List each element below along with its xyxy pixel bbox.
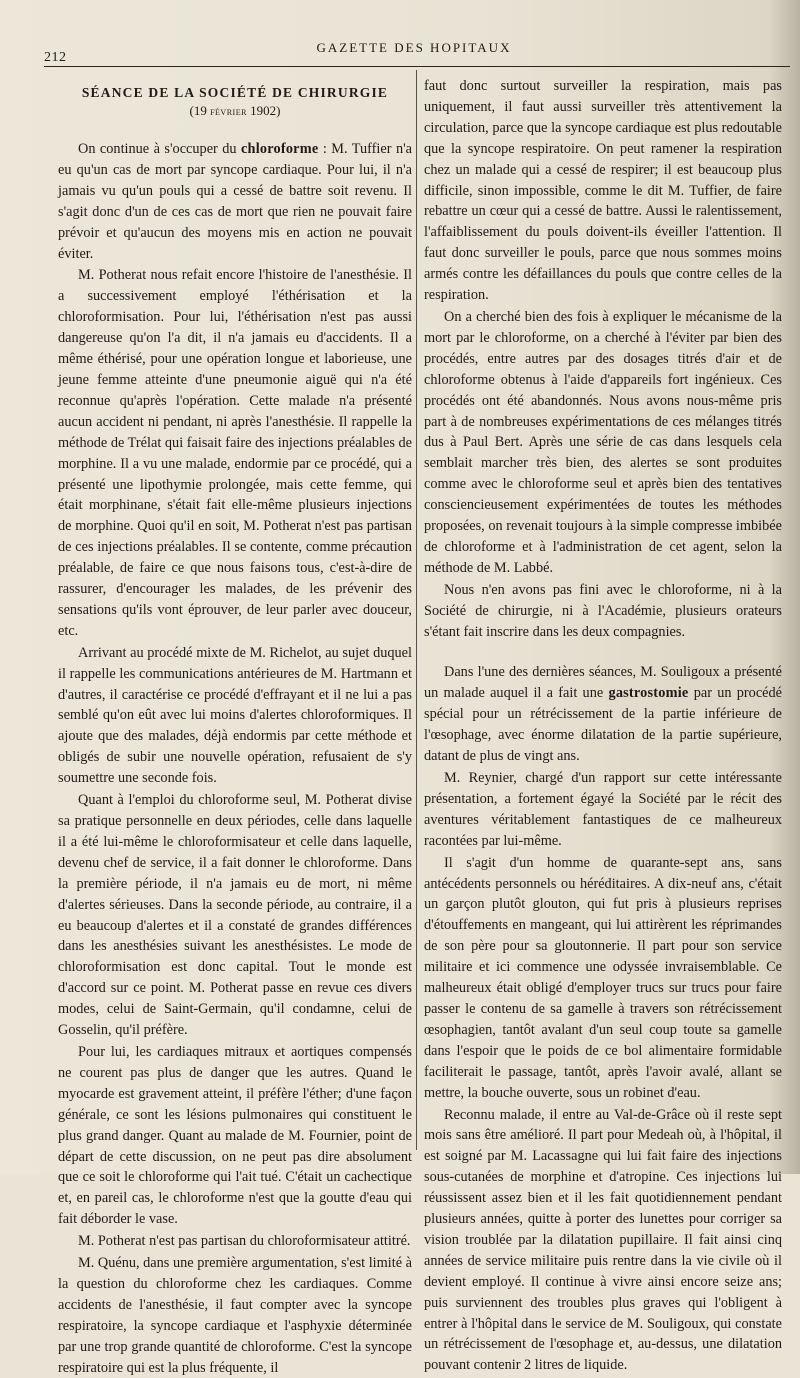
paragraph: Reconnu malade, il entre au Val-de-Grâce où il reste sept mois sans être amélioré. Il part pour Medeah où, à l'hôpital, il est soigné par M. Lacassagne qui lui fait faire des injections sous-cutanées de morphine et d'atropine. Ces injections lui réussissent assez bien et il les fait quotidiennement pendant plusieurs années, quitte à porter des lunettes pour corriger sa vision troublée par la dilatation pupillaire. Il fait ainsi cinq années de service militaire puis rentre dans la vie civile où il devient employé. Il continue à vivre ainsi encore seize ans; puis surviennent des troubles plus graves qui l'obligent à entrer à l'hôpital dans le service de M. Souligoux, qui constate un rétrécissement de l'œsophage et, au-dessus, une dilatation pouvant contenir 2 litres de liquide.	[424, 1106, 782, 1374]
page-header	[44, 40, 784, 66]
right-column	[424, 76, 783, 1374]
header-rule	[44, 66, 790, 67]
paragraph: M. Potherat n'est pas partisan du chloroformisateur attitré.	[78, 1233, 411, 1250]
paragraph: Quant à l'emploi du chloroforme seul, M. Potherat divise sa pratique personnelle en deux périodes, celle dans laquelle il a été lui-même le chloroformisateur et celle dans laquelle, devenu chef de service, il a fait donner le chloroforme. Dans la première période, il n'a jamais eu de mort, ni même d'alertes sérieuses. Dans la seconde période, au contraire, il a eu beaucoup d'alertes et il a constaté de grandes différences dans les anesthésies suivant les anesthésistes. Le mode de chloroformisation est donc capital. Tout le monde est d'accord sur ce point. M. Potherat passe en revue ces divers modes, celui de Saint-Germain, qu'il condamne, celui de Gosselin, qu'il préfère.	[58, 792, 412, 1039]
paragraph: faut donc surtout surveiller la respiration, mais pas uniquement, il faut aussi surveiller très attentivement la circulation, parce que la syncope cardiaque est plus redoutable que la syncope respiratoire. On peut ramener la respiration chez un malade qui a cessé de respirer; il est beaucoup plus difficile, sinon impossible, comme le dit M. Tuffier, de faire rebattre un cœur qui a cessé de battre. Aussi le ralentissement, l'affaiblissement du pouls doivent-ils éveiller l'attention. Il faut donc surveiller le pouls, parce que nous sommes moins armés contre les défaillances du pouls que contre celles de la respiration.	[424, 78, 782, 304]
paragraph: M. Quénu, dans une première argumentation, s'est limité à la question du chloroforme chez les cardiaques. Comme accidents de l'anesthésie, il faut compter avec la syncope respiratoire, la syncope cardiaque et l'asphyxie déterminée par une trop grande quantité de chloroforme. C'est la syncope respiratoire qui est la plus fréquente, il	[58, 1255, 412, 1376]
paragraph: On continue à s'occuper du chloroforme : M. Tuffier n'a eu qu'un cas de mort par syncope cardiaque. Pour lui, il n'a jamais vu qu'un pouls qui a cessé de battre soit revenu. Il s'agit donc d'un de ces cas de mort que rien ne pouvait faire prévoir et qu'aucun des moyens mis en action ne pouvait éviter.	[58, 141, 413, 262]
keyword-gastrostomie: gastrostomie	[608, 685, 689, 702]
paragraph: M. Reynier, chargé d'un rapport sur cette intéressante présentation, a fortement égayé la Société par le récit des aventures véritablement fantastiques de ce malheureux racontées par lui-même.	[424, 770, 782, 849]
paragraph: Nous n'en avons pas fini avec le chloroforme, ni à la Société de chirurgie, ni à l'Académie, plusieurs orateurs s'étant fait inscrire dans les deux compagnies.	[424, 581, 782, 640]
page-number: 212	[44, 50, 67, 65]
paragraph: Dans l'une des dernières séances, M. Souligoux a présenté un malade auquel il a fait une gastrostomie par un procédé spécial pour un rétrécissement de la partie inférieure de l'œsophage, avec énorme dilatation de la partie supérieure, datant de plus de vingt ans.	[424, 664, 783, 765]
keyword-chloroforme: chloroforme	[241, 141, 319, 157]
section-date-month: février	[210, 106, 247, 118]
section-date-day: (19	[189, 103, 207, 118]
running-title: GAZETTE DES HOPITAUX	[316, 40, 512, 55]
paragraph: On a cherché bien des fois à expliquer le mécanisme de la mort par le chloroforme, on a cherché à l'éviter par bien des procédés, entre autres par des dosages titrés d'air et de chloroforme obtenus à l'aide d'appareils fort ingénieux. Ces procédés ont été abandonnés. Nous avons nous-même pris part à de nombreuses expérimentations de ces mélanges titrés dus à Paul Bert. Après une série de cas dans lesquels cela semblait marcher très bien, des alertes se sont produites comme avec le chloroforme seul et après bien des tentatives consciencieusement expérimentées de toutes les méthodes proposées, on revenait toujours à la simple compresse imbibée de chloroforme et à l'administration de cet agent, selon la méthode de M. Labbé.	[424, 308, 782, 576]
section-title: SÉANCE DE LA SOCIÉTÉ DE CHIRURGIE	[81, 85, 389, 100]
paragraph: Arrivant au procédé mixte de M. Richelot, au sujet duquel il rappelle les communications antérieures de M. Hartmann et d'autres, il caractérise ce procédé d'effrayant et il ne lui a pas semblé qu'on eût avec lui moins d'alertes chloroformiques. Il ajoute que des malades, déjà endormis par cette méthode et obligés de subir une nouvelle opération, refusaient de s'y soumettre une seconde fois.	[58, 644, 412, 787]
section-date	[58, 102, 412, 121]
section-date-year: 1902)	[250, 103, 281, 118]
paragraph: M. Potherat nous refait encore l'histoire de l'anesthésie. Il a successivement employé l'éthérisation et la chloroformisation. Pour lui, l'éthérisation n'est pas aussi dangereuse qu'on l'a dit, il n'a jamais eu d'accidents. Il a même éthérisé, pour une opération longue et laborieuse, une jeune femme atteinte d'une pneumonie aiguë qui n'a été reconnue qu'après l'opération. Cette malade n'a présenté aucun accident ni pendant, ni après l'anesthésie. Il rappelle la méthode de Trélat qui faisait faire des injections préalables de morphine. Il a vu une malade, endormie par ce procédé, qui a présenté une lipothymie prolongée, mais cette femme, qui était morphinane, s'était fait elle-même plusieurs injections de morphine. Quoi qu'il en soit, M. Potherat n'est pas partisan de ces injections préalables. Il se contente, comme précaution préalable, de faire ce que nous faisons tous, c'est-à-dire de rassurer, d'encourager les malades, de les prévenir des sensations qu'ils vont éprouver, de leur parler avec douceur, etc.	[58, 267, 412, 639]
left-column	[58, 76, 413, 1376]
column-divider	[416, 70, 417, 1150]
paragraph: Pour lui, les cardiaques mitraux et aortiques compensés ne courent pas plus de danger que les autres. Quand le myocarde est gravement atteint, il préfère l'éther; d'une façon générale, ce sont les lésions pulmonaires qui constituent le plus grand danger. Quant au malade de M. Fournier, point de départ de cette discussion, on ne peut pas dire absolument que ce soit le chloroforme qui l'ait tué. C'était un cachectique et, en pareil cas, le chloroforme n'est que la goutte d'eau qui fait déborder le vase.	[58, 1043, 412, 1228]
paragraph: Il s'agit d'un homme de quarante-sept ans, sans antécédents personnels ou héréditaires. A dix-neuf ans, c'était un garçon plutôt glouton, qui fut pris à plusieurs reprises d'étouffements en mangeant, qui lui attirèrent les réprimandes de son père pour sa gloutonnerie. Il part pour son service militaire et ici commence une odyssée invraisemblable. Ce malheureux était obligé d'employer trucs sur trucs pour faire passer le contenu de sa gamelle à travers son rétrécissement œsophagien, tantôt avalant d'un seul coup toute sa gamelle dans l'espoir que le poids de ce bol alimentaire formidable faciliterait le passage, tantôt, après l'avoir avalé, allant se mettre, la bouche ouverte, sous un robinet d'eau.	[424, 854, 782, 1101]
